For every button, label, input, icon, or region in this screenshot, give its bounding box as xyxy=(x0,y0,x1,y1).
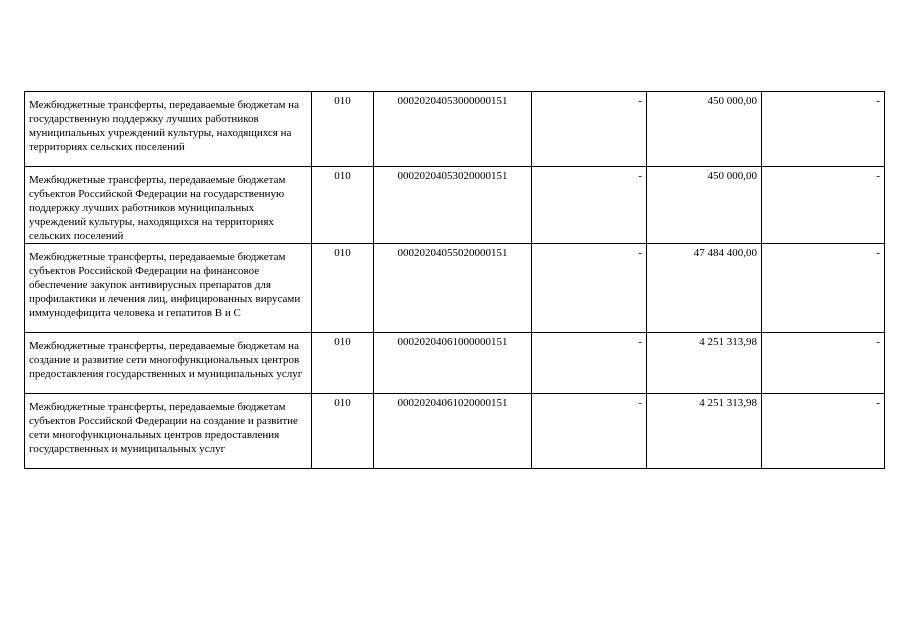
row-name: Межбюджетные трансферты, передаваемые бюджетам субъектов Российской Федерации на создание и развитие сети многофункциональных центров предоставления государственных и муниципальных услуг xyxy=(29,401,298,455)
row-kbk: 00020204055020000151 xyxy=(374,244,532,333)
row-kbk: 00020204053020000151 xyxy=(374,167,532,244)
row-value-2: 47 484 400,00 xyxy=(647,244,762,333)
row-value-3: - xyxy=(762,92,885,167)
row-value-2: 450 000,00 xyxy=(647,167,762,244)
row-value-3: - xyxy=(762,244,885,333)
row-value-1: - xyxy=(532,92,647,167)
row-code: 010 xyxy=(312,167,374,244)
row-code: 010 xyxy=(312,244,374,333)
row-value-1: - xyxy=(532,167,647,244)
row-kbk: 00020204061020000151 xyxy=(374,394,532,469)
table-row xyxy=(25,244,885,333)
row-code: 010 xyxy=(312,92,374,167)
row-name: Межбюджетные трансферты, передаваемые бюджетам субъектов Российской Федерации на финансовое обеспечение закупок антивирусных препаратов для профилактики и лечения лиц, инфицированных вирусами иммунодефицита человека и гепатитов В и С xyxy=(29,251,301,319)
row-name-cell xyxy=(25,92,312,167)
row-code: 010 xyxy=(312,333,374,394)
table-row xyxy=(25,167,885,244)
row-name-cell xyxy=(25,167,312,244)
budget-table xyxy=(24,91,885,469)
row-name-cell xyxy=(25,244,312,333)
row-code: 010 xyxy=(312,394,374,469)
row-value-1: - xyxy=(532,333,647,394)
row-name-cell xyxy=(25,394,312,469)
row-kbk: 00020204061000000151 xyxy=(374,333,532,394)
table-row xyxy=(25,92,885,167)
table-row xyxy=(25,333,885,394)
row-value-3: - xyxy=(762,394,885,469)
table-row xyxy=(25,394,885,469)
row-value-1: - xyxy=(532,244,647,333)
row-value-3: - xyxy=(762,167,885,244)
row-value-3: - xyxy=(762,333,885,394)
row-value-2: 450 000,00 xyxy=(647,92,762,167)
row-name: Межбюджетные трансферты, передаваемые бюджетам субъектов Российской Федерации на государственную поддержку лучших работников муниципальных учреждений культуры, находящихся на территориях сельских поселений xyxy=(29,174,286,242)
row-value-1: - xyxy=(532,394,647,469)
row-value-2: 4 251 313,98 xyxy=(647,333,762,394)
row-kbk: 00020204053000000151 xyxy=(374,92,532,167)
row-name: Межбюджетные трансферты, передаваемые бюджетам на государственную поддержку лучших работников муниципальных учреждений культуры, находящихся на территориях сельских поселений xyxy=(29,99,299,153)
row-name: Межбюджетные трансферты, передаваемые бюджетам на создание и развитие сети многофункциональных центров предоставления государственных и муниципальных услуг xyxy=(29,340,303,380)
row-value-2: 4 251 313,98 xyxy=(647,394,762,469)
row-name-cell xyxy=(25,333,312,394)
